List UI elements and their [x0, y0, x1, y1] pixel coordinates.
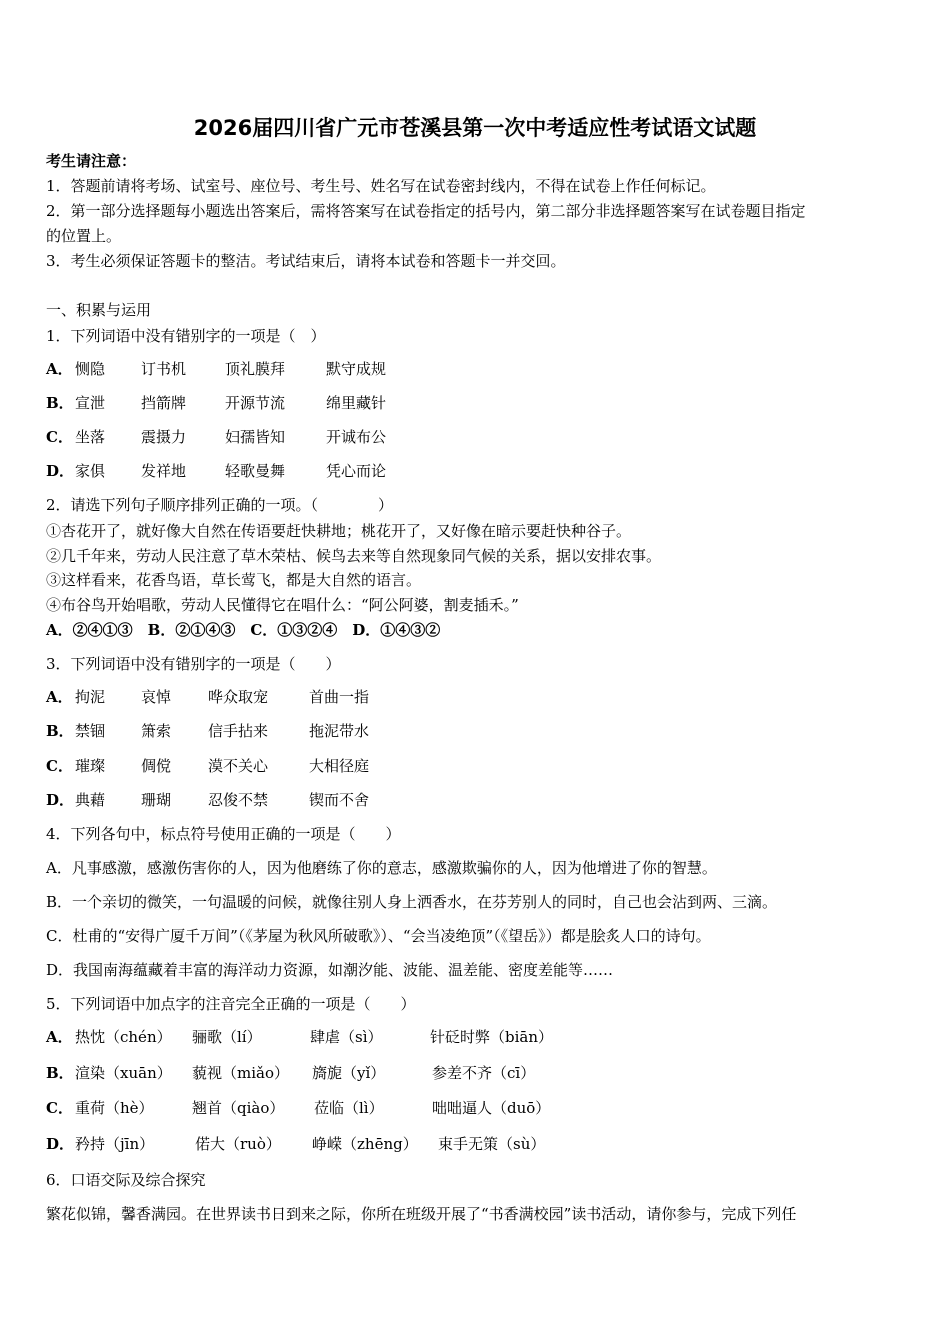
- question-4-option: A．凡事感激，感激伤害你的人，因为他磨练了你的意志，感激欺骗你的人，因为他增进了你的智慧。: [46, 859, 717, 877]
- option-word: 大相径庭: [309, 757, 370, 775]
- option-word: 发祥地: [141, 462, 187, 480]
- option-word: 肆虐（sì）: [310, 1028, 383, 1046]
- question-2-sentence: ④布谷鸟开始唱歌，劳动人民懂得它在唱什么：“阿公阿婆，割麦插禾。”: [46, 596, 519, 614]
- question-4-option: C．杜甫的“安得广厦千万间”（《茅屋为秋风所破歌》）、“会当凌绝顶”（《望岳》）都是脍炙人口的诗句。: [46, 927, 711, 945]
- option-label: A．: [46, 1028, 73, 1046]
- notice-item: 的位置上。: [46, 227, 122, 245]
- option-word: 莅临（lì）: [314, 1099, 384, 1117]
- option-label: D．: [46, 1135, 75, 1153]
- option-label: D．: [46, 462, 75, 480]
- option-word: 矜持（jīn）: [75, 1135, 155, 1153]
- option-word: 凭心而论: [326, 462, 387, 480]
- option-word: 箫索: [141, 722, 172, 740]
- question-1-stem: 1．下列词语中没有错别字的一项是（ ）: [46, 327, 326, 345]
- question-6-text: 繁花似锦，馨香满园。在世界读书日到来之际，你所在班级开展了“书香满校园”读书活动，请你参与，完成下列任: [46, 1205, 797, 1223]
- option-word: 默守成规: [326, 360, 387, 378]
- option-word: 妇孺皆知: [225, 428, 286, 446]
- question-3-stem: 3．下列词语中没有错别字的一项是（ ）: [46, 655, 341, 673]
- option-word: 珊瑚: [141, 791, 172, 809]
- option-word: 禁锢: [75, 722, 106, 740]
- notice-item: 3．考生必须保证答题卡的整洁。考试结束后，请将本试卷和答题卡一并交回。: [46, 252, 566, 270]
- exam-title: 2026届四川省广元市苍溪县第一次中考适应性考试语文试题: [193, 116, 757, 140]
- option-label: B．: [46, 1064, 74, 1082]
- question-2-sentence: ②几千年来，劳动人民注意了草木荣枯、候鸟去来等自然现象同气候的关系，据以安排农事。: [46, 547, 662, 565]
- option-word: 翘首（qiào）: [192, 1099, 285, 1117]
- option-word: 咄咄逼人（duō）: [432, 1099, 551, 1117]
- notice-item: 1．答题前请将考场、试室号、座位号、考生号、姓名写在试卷密封线内，不得在试卷上作任何标记。: [46, 177, 716, 195]
- option-word: 重荷（hè）: [75, 1099, 154, 1117]
- option-word: 骊歌（lí）: [192, 1028, 262, 1046]
- option-label: C．: [46, 1099, 73, 1117]
- question-4-option: B．一个亲切的微笑，一句温暖的问候，就像往别人身上洒香水，在芬芳别人的同时，自己也会沾到两、三滴。: [46, 893, 778, 911]
- option-word: 哗众取宠: [208, 688, 269, 706]
- option-word: 家俱: [75, 462, 106, 480]
- notice-heading: 考生请注意：: [46, 152, 137, 170]
- option-label: C．: [46, 428, 73, 446]
- option-word: 旖旎（yǐ）: [312, 1064, 386, 1082]
- option-word: 偌大（ruò）: [195, 1135, 281, 1153]
- option-word: 绵里藏针: [326, 394, 387, 412]
- option-word: 渲染（xuān）: [75, 1064, 172, 1082]
- question-2-sentence: ③这样看来，花香鸟语，草长莺飞，都是大自然的语言。: [46, 571, 422, 589]
- option-word: 恻隐: [75, 360, 106, 378]
- option-word: 漠不关心: [208, 757, 269, 775]
- option-label: B．: [46, 722, 74, 740]
- option-word: 拘泥: [75, 688, 106, 706]
- question-2-sentence: ①杏花开了，就好像大自然在传语要赶快耕地；桃花开了，又好像在暗示要赶快种谷子。: [46, 522, 632, 540]
- question-5-stem: 5．下列词语中加点字的注音完全正确的一项是（ ）: [46, 995, 416, 1013]
- option-word: 热忱（chén）: [75, 1028, 172, 1046]
- question-4-stem: 4．下列各句中，标点符号使用正确的一项是（ ）: [46, 825, 401, 843]
- section-heading: 一、积累与运用: [46, 301, 152, 319]
- option-word: 璀璨: [75, 757, 106, 775]
- question-6-stem: 6．口语交际及综合探究: [46, 1171, 206, 1189]
- option-word: 信手拈来: [208, 722, 269, 740]
- option-word: 订书机: [141, 360, 187, 378]
- option-word: 顶礼膜拜: [225, 360, 286, 378]
- option-word: 开源节流: [225, 394, 286, 412]
- option-label: A．: [46, 360, 73, 378]
- option-label: B．: [46, 394, 74, 412]
- notice-item: 2．第一部分选择题每小题选出答案后，需将答案写在试卷指定的括号内，第二部分非选择题答案写在试卷题目指定: [46, 202, 806, 220]
- option-word: 典藉: [75, 791, 106, 809]
- option-word: 锲而不舍: [309, 791, 370, 809]
- option-word: 拖泥带水: [309, 722, 370, 740]
- question-4-option: D．我国南海蕴藏着丰富的海洋动力资源，如潮汐能、波能、温差能、密度差能等……: [46, 961, 614, 979]
- option-label: C．: [46, 757, 73, 775]
- option-word: 针砭时弊（biān）: [430, 1028, 554, 1046]
- option-label: A．: [46, 688, 73, 706]
- option-word: 坐落: [75, 428, 106, 446]
- option-word: 忍俊不禁: [208, 791, 269, 809]
- option-word: 参差不齐（cī）: [432, 1064, 536, 1082]
- option-word: 开诚布公: [326, 428, 387, 446]
- option-word: 首曲一指: [309, 688, 370, 706]
- option-label: D．: [46, 791, 75, 809]
- option-word: 震摄力: [141, 428, 187, 446]
- option-word: 束手无策（sù）: [438, 1135, 546, 1153]
- option-word: 宣泄: [75, 394, 106, 412]
- question-2-stem: 2．请选下列句子顺序排列正确的一项。（ ）: [46, 496, 394, 514]
- option-word: 藐视（miǎo）: [192, 1064, 289, 1082]
- option-word: 峥嵘（zhēng）: [312, 1135, 418, 1153]
- question-2-options: A．②④①③ B．②①④③ C．①③②④ D．①④③②: [46, 621, 441, 639]
- option-word: 挡箭牌: [141, 394, 187, 412]
- option-word: 倜傥: [141, 757, 172, 775]
- option-word: 轻歌曼舞: [225, 462, 286, 480]
- option-word: 哀悼: [141, 688, 172, 706]
